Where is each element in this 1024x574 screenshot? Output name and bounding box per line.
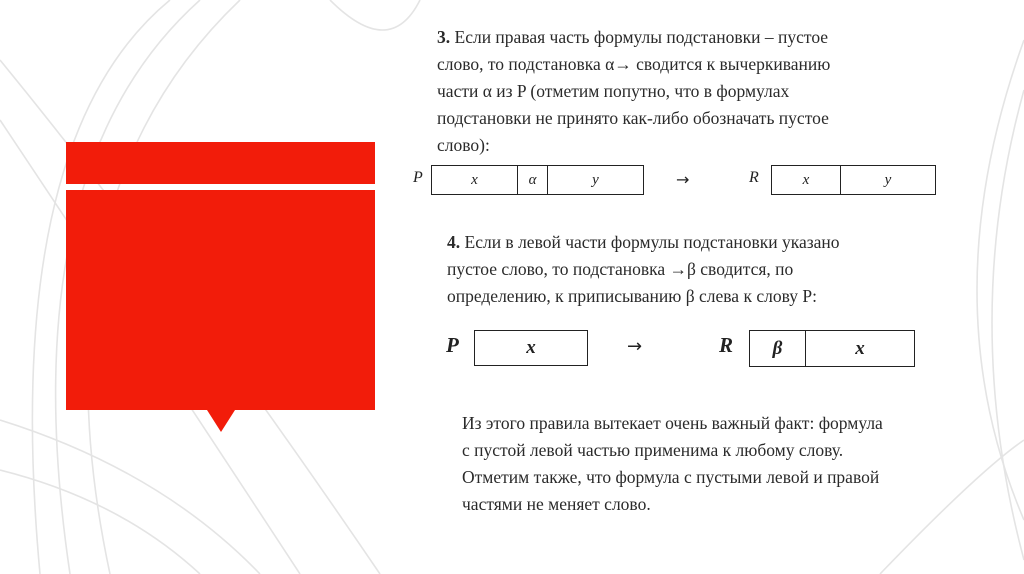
section-3-paragraph: [437, 24, 917, 159]
conclusion-paragraph: Из этого правила вытекает очень важный факт: формула с пустой левой частью применима к любому слову. Отметим также, что формула с пустыми левой и правой частями не меняет слово.: [462, 413, 883, 514]
word-cell: x: [432, 166, 518, 194]
section-4-number: 4.: [447, 232, 461, 252]
diagram-1-left-word: [431, 165, 644, 195]
diagram-1-left-label: P: [413, 169, 423, 186]
diagram-1-arrow: →: [676, 170, 690, 189]
diagram-1-right-label: R: [749, 169, 759, 186]
word-cell: β: [750, 331, 806, 366]
diagram-2-right-label: R: [719, 333, 734, 357]
word-cell: x: [855, 337, 865, 359]
diagram-1-right-word: [771, 165, 936, 195]
word-cell: x: [772, 166, 841, 194]
diagram-2-right-word: [749, 330, 915, 367]
word-cell: y: [884, 171, 892, 188]
word-cell: x: [526, 337, 536, 358]
accent-strip: [66, 142, 375, 184]
section-4-paragraph: [447, 229, 917, 310]
accent-block-pointer: [207, 410, 235, 432]
section-3-text: Если правая часть формулы подстановки – пустое слово, то подстановка α→ сводится к вычеркиванию части α из P (отметим попутно, что в формулах подстановки не принято как-либо обозначать пустое слово):: [437, 27, 831, 155]
diagram-2-left-label: P: [446, 333, 459, 357]
diagram-2-arrow: →: [627, 336, 643, 357]
section-3-number: 3.: [437, 27, 451, 47]
accent-block: [66, 190, 375, 410]
word-cell: y: [592, 171, 599, 188]
section-4-text: Если в левой части формулы подстановки указано пустое слово, то подстановка →β сводится, по определению, к приписыванию β слева к слову P:: [447, 232, 840, 306]
word-cell: α: [518, 166, 548, 194]
diagram-2-left-word: [474, 330, 588, 366]
